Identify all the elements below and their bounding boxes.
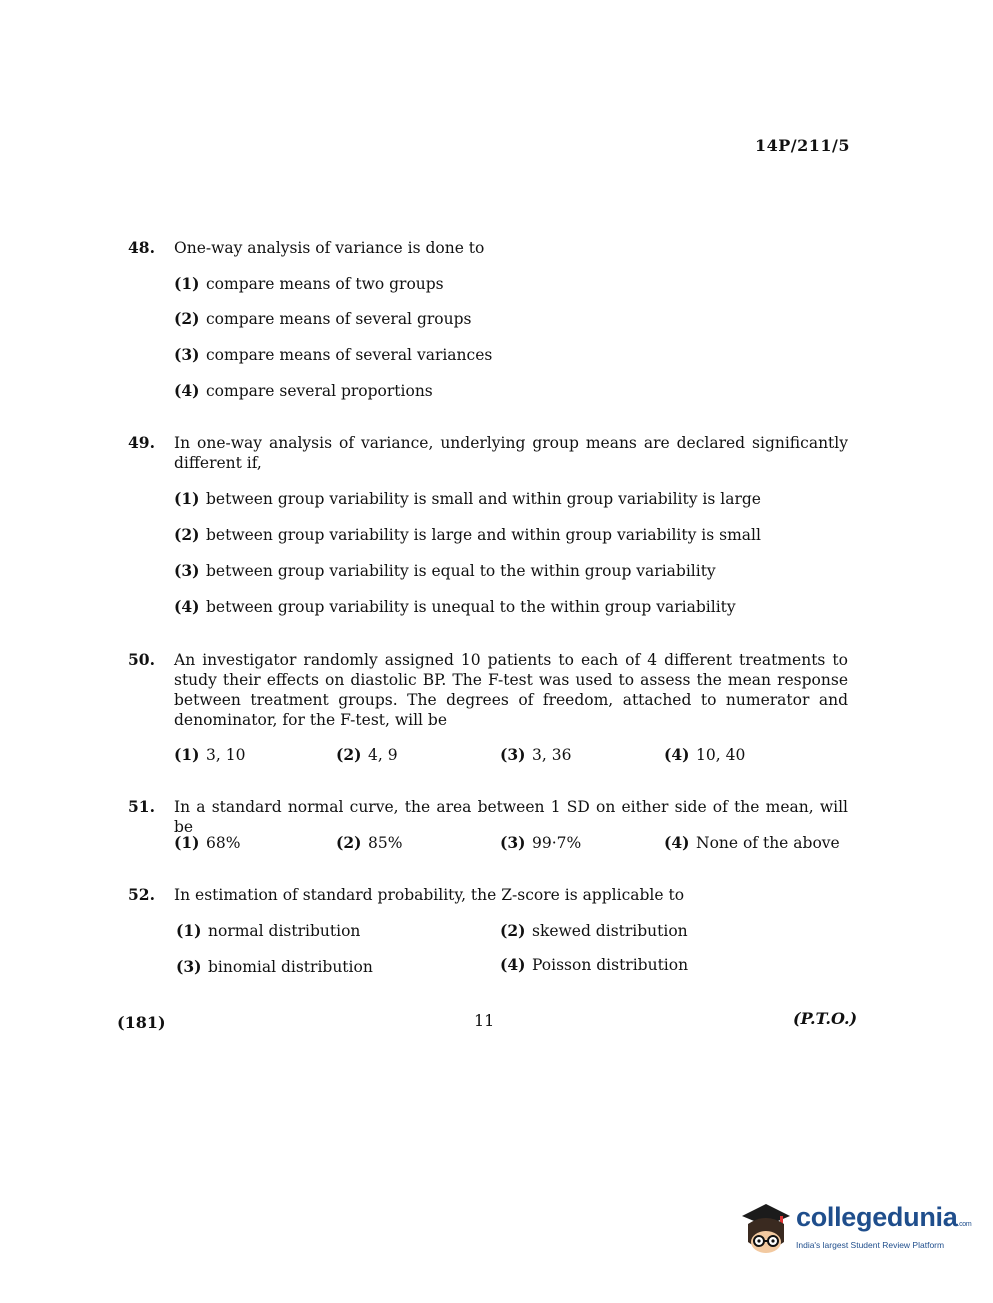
option-3: (3) 3, 36 — [500, 745, 572, 764]
option-3: (3) 99·7% — [500, 833, 582, 852]
question-text: In estimation of standard probability, the Z-score is applicable to — [174, 886, 685, 904]
footer-code: (181) — [117, 1013, 166, 1032]
option-4: (4) 10, 40 — [664, 745, 746, 764]
collegedunia-logo — [736, 1196, 972, 1268]
option-1: (1) normal distribution — [176, 921, 361, 940]
option-3: (3) compare means of several variances — [174, 345, 493, 364]
question-number: 48. — [128, 238, 155, 257]
question-number: 49. — [128, 433, 155, 452]
option-1: (1) compare means of two groups — [174, 274, 444, 293]
question-text: In one-way analysis of variance, underlying group means are declared significantly different if, — [174, 434, 848, 472]
logo-wordmark: collegedunia — [796, 1202, 958, 1232]
option-4: (4) compare several proportions — [174, 381, 433, 400]
option-1: (1) between group variability is small and within group variability is large — [174, 489, 761, 508]
question-number: 50. — [128, 650, 155, 669]
question-number: 51. — [128, 797, 155, 816]
question-48 — [128, 238, 848, 408]
option-2: (2) between group variability is large and within group variability is small — [174, 525, 761, 544]
question-text: In a standard normal curve, the area between 1 SD on either side of the mean, will be — [174, 798, 848, 836]
question-50 — [128, 650, 848, 770]
option-4: (4) between group variability is unequal to the within group variability — [174, 597, 736, 616]
graduate-mascot-icon — [736, 1198, 794, 1258]
question-number: 52. — [128, 885, 155, 904]
question-49 — [128, 433, 848, 623]
option-2: (2) compare means of several groups — [174, 309, 472, 328]
option-2: (2) 85% — [336, 833, 403, 852]
option-1: (1) 68% — [174, 833, 241, 852]
option-4: (4) None of the above — [664, 833, 840, 852]
pto-label: (P.T.O.) — [793, 1009, 858, 1028]
option-2: (2) skewed distribution — [500, 921, 688, 940]
logo-tagline: India's largest Student Review Platform — [796, 1240, 945, 1250]
question-text: One-way analysis of variance is done to — [174, 239, 485, 257]
question-52 — [128, 885, 848, 980]
question-51 — [128, 797, 848, 857]
option-3: (3) binomial distribution — [176, 957, 373, 976]
option-2: (2) 4, 9 — [336, 745, 398, 764]
option-1: (1) 3, 10 — [174, 745, 246, 764]
question-text: An investigator randomly assigned 10 patients to each of 4 different treatments to study their effects on diastolic BP. The F-test was used to assess the mean response between treatment groups. The degrees of freedom, attached to numerator and denominator, for the F-test, will be — [174, 651, 848, 729]
page-number: 11 — [474, 1011, 495, 1030]
option-4: (4) Poisson distribution — [500, 955, 689, 974]
paper-code: 14P/211/5 — [755, 136, 851, 155]
logo-suffix: .com — [957, 1221, 972, 1228]
option-3: (3) between group variability is equal to the within group variability — [174, 561, 716, 580]
